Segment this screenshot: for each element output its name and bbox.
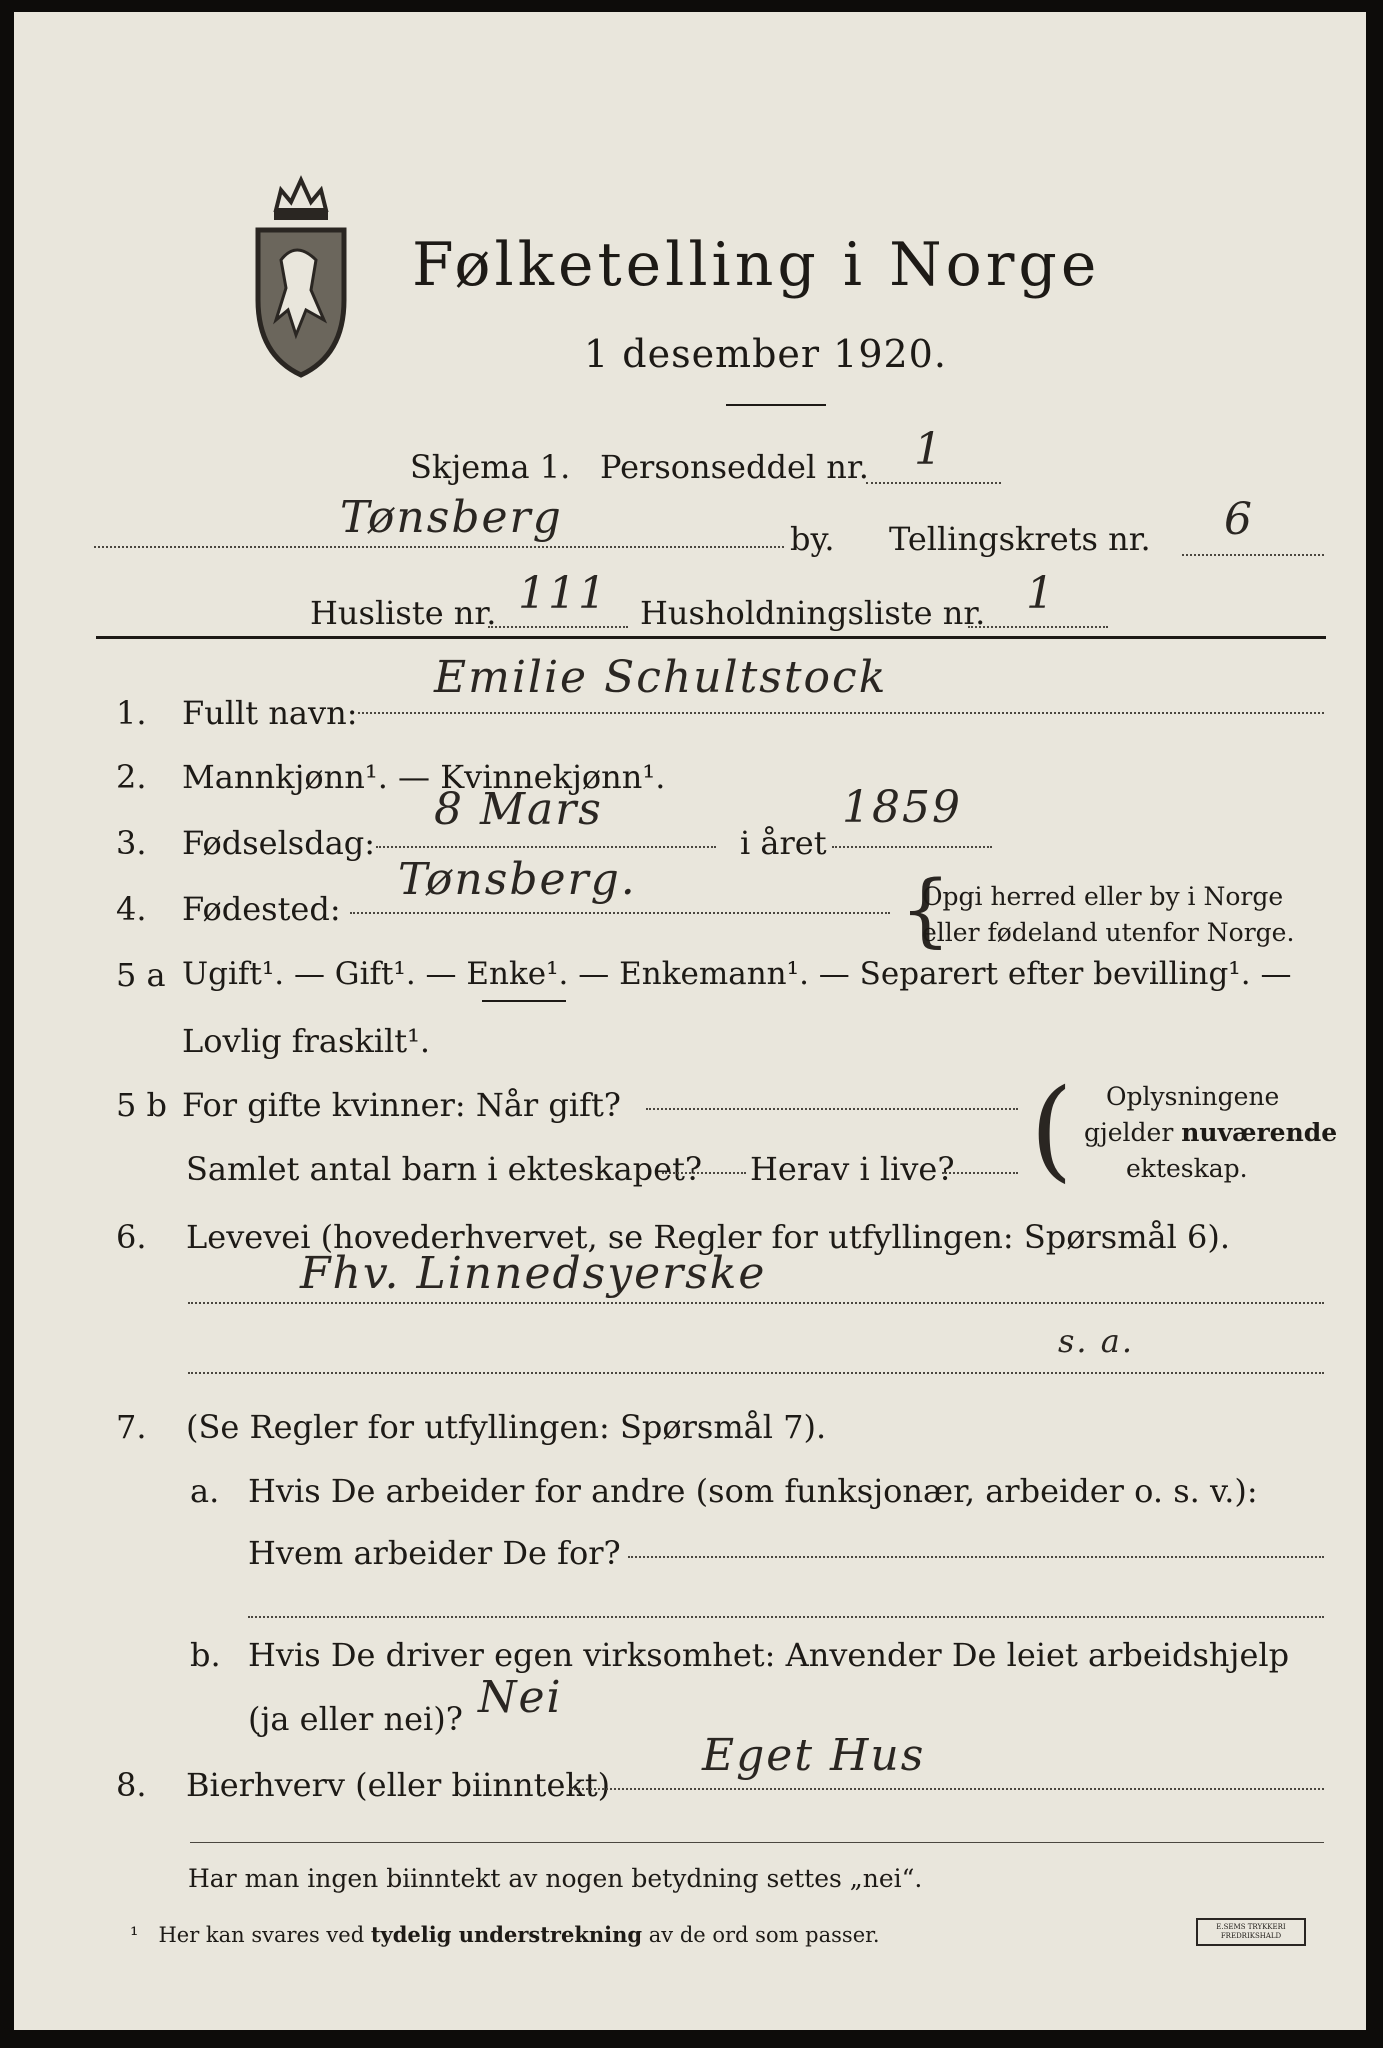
q4-value[interactable]: Tønsberg. [398,854,637,905]
q3-label: Fødselsdag: [182,824,376,862]
q4-number: 4. [116,890,147,928]
q5a-line1: Ugift¹. — Gift¹. — Enke¹. — Enkemann¹. — Separert efter bevilling¹. — [182,956,1292,992]
q5b-brace: ( [1030,1065,1073,1193]
q3-day-value[interactable]: 8 Mars [434,784,603,835]
q3-year-value[interactable]: 1859 [842,782,962,833]
q7-label: (Se Regler for utfyllingen: Spørsmål 7). [186,1408,827,1446]
q6-number: 6. [116,1218,147,1256]
q7a-line2: Hvem arbeider De for? [248,1534,621,1572]
husholdning-line [968,626,1108,628]
q1-value[interactable]: Emilie Schultstock [434,652,888,703]
q1-number: 1. [116,694,147,732]
q7-number: 7. [116,1408,147,1446]
title-divider [726,404,826,406]
tellingskrets-line [1182,554,1324,556]
q5b-line2a: Samlet antal barn i ekteskapet? [186,1150,703,1188]
personseddel-line [866,482,1001,484]
husliste-label: Husliste nr. [310,594,497,632]
q5b-note2: gjelder nuværende [1084,1118,1338,1147]
q6-line2 [188,1372,1324,1374]
q8-number: 8. [116,1766,147,1804]
q7b-line2: (ja eller nei)? [248,1700,463,1738]
income-note: Har man ingen biinntekt av nogen betydning settes „nei“. [188,1864,923,1893]
q6-annotation: s. a. [1058,1322,1135,1360]
q5b-live-line [942,1172,1018,1174]
q7a-line [628,1556,1324,1558]
q8-label: Bierhverv (eller biinntekt) [186,1766,611,1804]
q5b-note3: ekteskap. [1126,1154,1248,1183]
enke-underline [482,1000,566,1002]
q4-line [350,912,890,914]
q3-year-line [832,846,992,848]
q6-value[interactable]: Fhv. Linnedsyerske [300,1248,767,1299]
q7b-value[interactable]: Nei [478,1672,563,1723]
footnote: ¹ Her kan svares ved tydelig understrekning av de ord som passer. [130,1922,880,1947]
form-title: Følketelling i Norge [412,230,1101,300]
q4-note-line2: eller fødeland utenfor Norge. [922,918,1295,947]
husholdning-value[interactable]: 1 [1026,568,1056,619]
q5b-line1: For gifte kvinner: Når gift? [182,1086,621,1124]
q4-note-line1: Opgi herred eller by i Norge [922,882,1284,911]
skjema-label: Skjema 1. [410,448,571,486]
q8-line [570,1788,1324,1790]
q5b-line2b: Herav i live? [750,1150,955,1188]
q1-label: Fullt navn: [182,694,358,732]
q4-brace: { [900,863,951,956]
husliste-value[interactable]: 111 [518,568,608,619]
q5b-number: 5 b [116,1086,168,1124]
q2-label: Mannkjønn¹. — Kvinnekjønn¹. [182,758,666,796]
q7a-letter: a. [190,1472,220,1510]
q5b-gift-line [646,1108,1018,1110]
q5b-barn-line [662,1172,746,1174]
q3-year-label: i året [740,824,827,862]
coat-of-arms-icon [246,170,356,380]
census-date: 1 desember 1920. [584,332,947,376]
personseddel-label: Personseddel nr. [600,448,869,486]
footer-divider [190,1842,1324,1843]
husliste-line [488,626,628,628]
q4-label: Fødested: [182,890,341,928]
census-form [14,12,1366,2030]
printer-stamp: E.SEMS TRYKKERI FREDRIKSHALD [1196,1918,1306,1946]
q8-value[interactable]: Eget Hus [702,1730,926,1781]
header-divider [96,636,1326,639]
q7a-line-extra [248,1616,1324,1618]
by-label: by. [790,520,835,558]
q2-number: 2. [116,758,147,796]
q6-line1 [188,1302,1324,1304]
city-line [94,546,784,548]
husholdning-label: Husholdningsliste nr. [640,594,986,632]
q6-label: Levevei (hovederhvervet, se Regler for utfyllingen: Spørsmål 6). [186,1218,1231,1256]
q7b-line1: Hvis De driver egen virksomhet: Anvender De leiet arbeidshjelp [248,1636,1290,1674]
q3-day-line [376,846,716,848]
q1-line [358,712,1324,714]
tellingskrets-value[interactable]: 6 [1224,494,1254,545]
city-value[interactable]: Tønsberg [340,492,563,543]
q7b-letter: b. [190,1636,221,1674]
q3-number: 3. [116,824,147,862]
q5b-note1: Oplysningene [1106,1082,1280,1111]
q5a-line2: Lovlig fraskilt¹. [182,1022,431,1060]
q5a-number: 5 a [116,956,166,994]
tellingskrets-label: Tellingskrets nr. [889,520,1151,558]
personseddel-value[interactable]: 1 [914,424,944,475]
q7a-line1: Hvis De arbeider for andre (som funksjonær, arbeider o. s. v.): [248,1472,1258,1510]
